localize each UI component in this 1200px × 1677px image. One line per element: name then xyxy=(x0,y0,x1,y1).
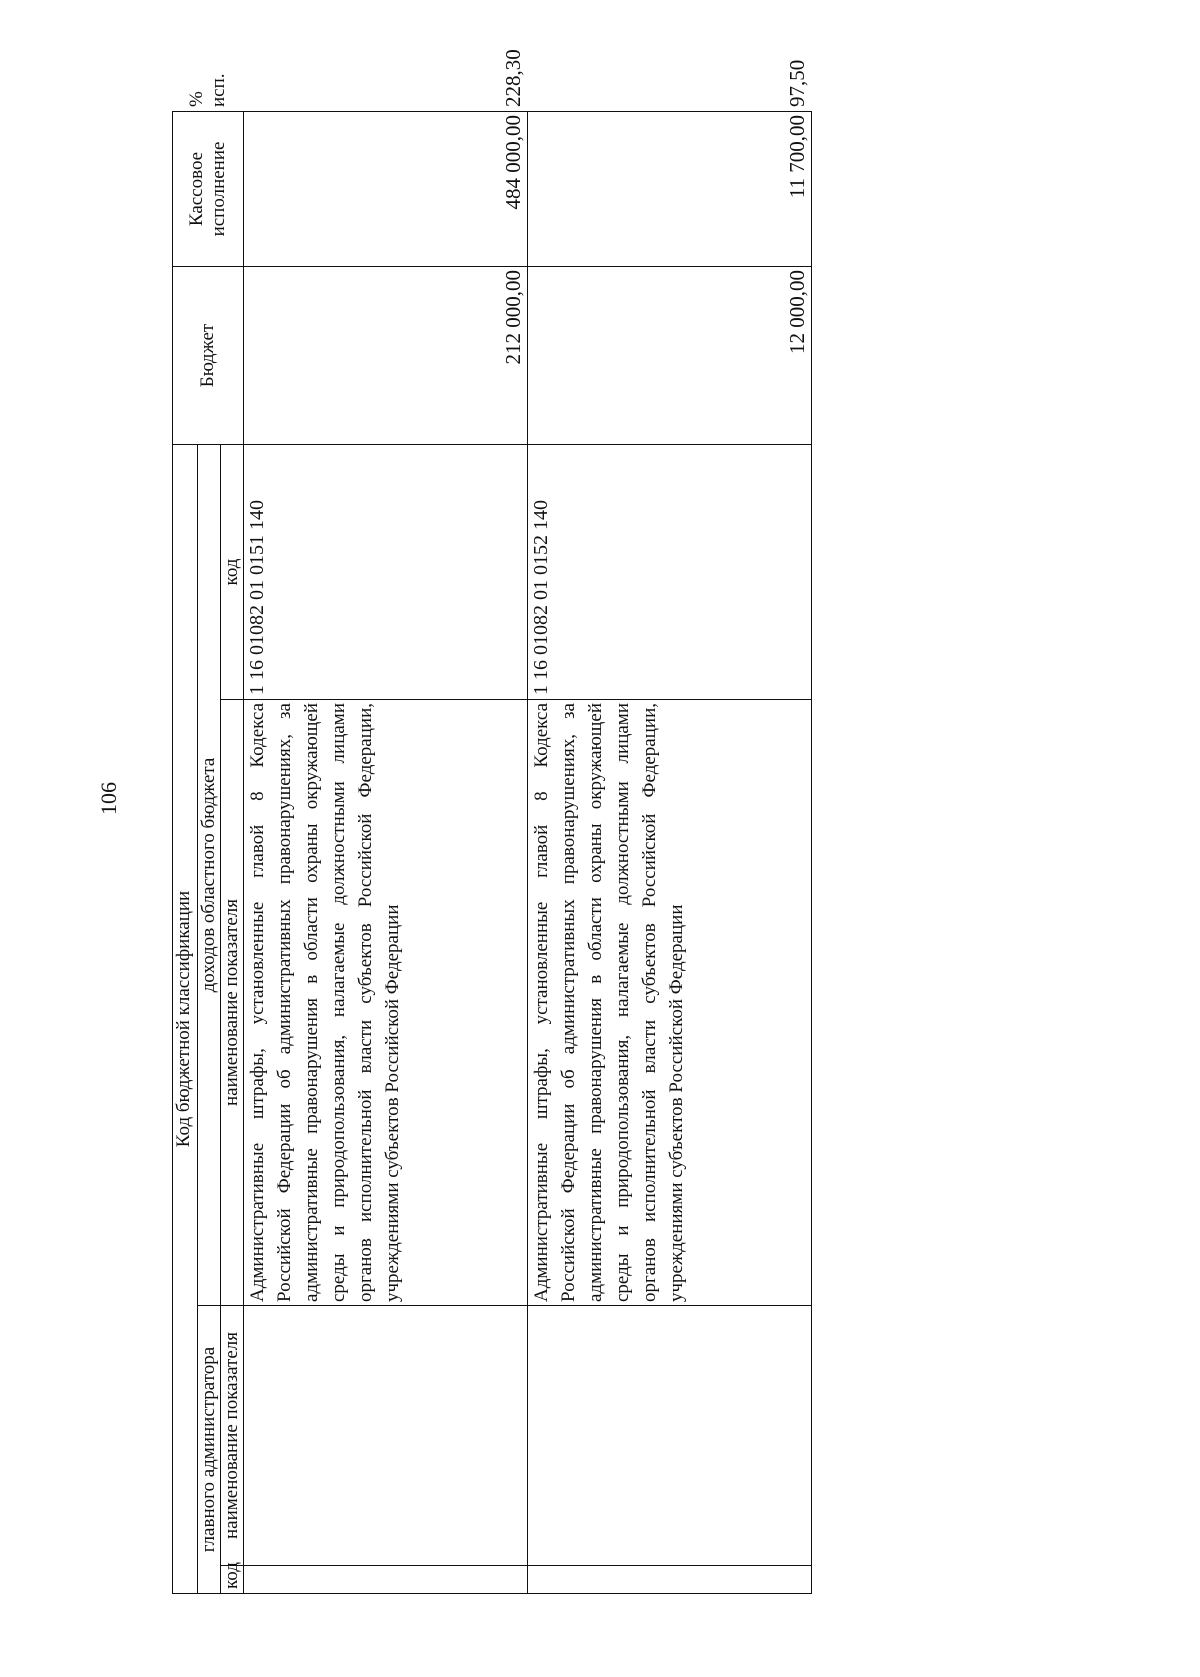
header-execution: Кассовое исполнение xyxy=(173,111,244,266)
income-name-cell: Административные штрафы, установленные главой 8 Кодекса Российской Федерации об административных правонарушениях, за административные правонарушения в области охраны окружающей среды и природопользования, налагаемые должностными лицами органов исполнительной власти субъектов Российской Федерации, учреждениями субъектов Российской Федерации xyxy=(244,700,528,1306)
header-regional-income: доходов областного бюджета xyxy=(198,444,221,1305)
execution-cell: 11 700,00 xyxy=(528,111,812,266)
header-budget-classification: Код бюджетной классификации xyxy=(173,444,198,1593)
header-budget: Бюджет xyxy=(173,266,244,444)
rotated-table-container xyxy=(172,49,840,1594)
execution-cell: 484 000,00 xyxy=(244,111,528,266)
income-code-cell: 1 16 01082 01 0151 140 xyxy=(244,444,528,699)
budget-cell: 212 000,00 xyxy=(244,266,528,444)
header-income-name: наименование показателя xyxy=(221,700,244,1306)
header-admin-name: наименование показателя xyxy=(221,1306,244,1566)
income-code-cell: 1 16 01082 01 0152 140 xyxy=(528,444,812,699)
header-main-administrator: главного администратора xyxy=(198,1306,221,1594)
header-admin-code: код xyxy=(221,1566,244,1594)
admin-code-cell xyxy=(244,1566,528,1594)
admin-code-cell xyxy=(528,1566,812,1594)
budget-cell: 12 000,00 xyxy=(528,266,812,444)
budget-table: Код бюджетной классификации Бюджет Кассовое исполнение % исп. главного администратора доходов областного бюджета код наименование показателя наименование показателя код Административные штрафы, установленные главой 8 Кодекса Российской Федерации об административных правонарушениях, за административные правонарушения в области охраны окружающей среды и природопользования, налагаемые должностными лицами органов исполнительной власти субъектов Российской Федерации, учреждениями субъектов Российской Федерации 1 16 01082 01 0151 140 212 000,00 484 000,00 228,30 Административные штрафы, установленные главой 8 Кодекса Российской Федерации об административных правонарушениях, за административные правонарушения в области охраны окружающей среды и природопользования, налагаемые должностными лицами органов исполнительной власти субъектов Российской Федерации, учреждениями субъектов Российской Федерации 1 16 01082 01 0152 140 12 000,00 11 700,00 97,50 xyxy=(172,111,812,1594)
table-row: Административные штрафы, установленные главой 8 Кодекса Российской Федерации об административных правонарушениях, за административные правонарушения в области охраны окружающей среды и природопользования, налагаемые должностными лицами органов исполнительной власти субъектов Российской Федерации, учреждениями субъектов Российской Федерации 1 16 01082 01 0151 140 212 000,00 484 000,00 228,30 xyxy=(244,111,528,1593)
income-name-cell: Административные штрафы, установленные главой 8 Кодекса Российской Федерации об административных правонарушениях, за административные правонарушения в области охраны окружающей среды и природопользования, налагаемые должностными лицами органов исполнительной власти субъектов Российской Федерации, учреждениями субъектов Российской Федерации xyxy=(528,700,812,1306)
header-income-code: код xyxy=(221,444,244,699)
admin-name-cell xyxy=(528,1306,812,1566)
page-number: 106 xyxy=(96,782,121,815)
table-row: Административные штрафы, установленные главой 8 Кодекса Российской Федерации об административных правонарушениях, за административные правонарушения в области охраны окружающей среды и природопользования, налагаемые должностными лицами органов исполнительной власти субъектов Российской Федерации, учреждениями субъектов Российской Федерации 1 16 01082 01 0152 140 12 000,00 11 700,00 97,50 xyxy=(528,111,812,1593)
admin-name-cell xyxy=(244,1306,528,1566)
